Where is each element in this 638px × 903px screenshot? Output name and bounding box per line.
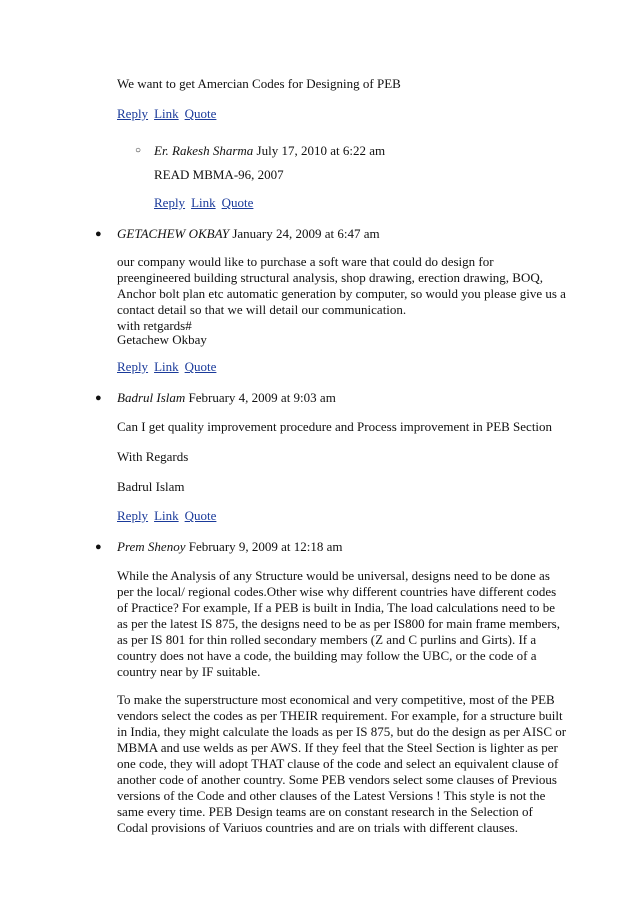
comment-actions <box>117 508 222 524</box>
comment-date: July 17, 2010 at 6:22 am <box>256 143 386 158</box>
bullet-icon: ● <box>95 392 102 404</box>
comment-line: with retgards# <box>117 318 192 333</box>
link-link[interactable]: Link <box>154 359 179 374</box>
reply-actions <box>154 195 259 211</box>
comment-line: our company would like to purchase a soft ware that could do design for <box>117 254 494 269</box>
circle-bullet-icon: ○ <box>135 145 142 156</box>
comment-line: Anchor bolt plan etc automatic generation by computer, so would you please give us a <box>117 286 566 301</box>
reply-link[interactable]: Reply <box>117 359 149 374</box>
comment-line: MBMA and use welds as per AWS. If they feel that the Steel Section is lighter as per <box>117 740 558 755</box>
comment-text: We want to get Amercian Codes for Designing of PEB <box>117 76 401 91</box>
comment-line: one code, they will adopt THAT clause of the code and select an equivalent clause of <box>117 756 559 771</box>
comment-header <box>117 390 336 406</box>
comment-line: Codal provisions of Variuos countries and are on trials with different clauses. <box>117 820 518 835</box>
reply-header <box>154 143 385 159</box>
comment-line: While the Analysis of any Structure would be universal, designs need to be done as <box>117 568 550 583</box>
comment-header <box>117 539 343 555</box>
quote-link[interactable]: Quote <box>221 195 254 210</box>
author-name[interactable]: GETACHEW OKBAY <box>117 226 230 241</box>
reply-link[interactable]: Reply <box>117 508 149 523</box>
comment-date: February 4, 2009 at 9:03 am <box>188 390 336 405</box>
comment-date: January 24, 2009 at 6:47 am <box>232 226 380 241</box>
comment-line: as per IS 801 for thin rolled secondary members (Z and C purlins and Girts). If a <box>117 632 537 647</box>
comment-line: as per the latest IS 875, the designs need to be as per IS800 for main frame members, <box>117 616 560 631</box>
comment-text: Can I get quality improvement procedure and Process improvement in PEB Section <box>117 419 553 434</box>
comment-line: another code of another country. Some PEB vendors select some clauses of Previous <box>117 772 557 787</box>
reply-text: READ MBMA-96, 2007 <box>154 167 284 182</box>
comment-line: To make the superstructure most economical and very competitive, most of the PEB <box>117 692 555 707</box>
reply-link[interactable]: Reply <box>154 195 186 210</box>
comment-line: same every time. PEB Design teams are on constant research in the Selection of <box>117 804 533 819</box>
quote-link[interactable]: Quote <box>184 508 217 523</box>
author-name[interactable]: Prem Shenoy <box>117 539 186 554</box>
link-link[interactable]: Link <box>154 508 179 523</box>
comment-line: versions of the Code and other clauses of the Latest Versions ! This style is not the <box>117 788 546 803</box>
comment-date: February 9, 2009 at 12:18 am <box>188 539 343 554</box>
reply-link[interactable]: Reply <box>117 106 149 121</box>
comment-line: in India, they might calculate the loads as per IS 875, but do the design as per AISC or <box>117 724 567 739</box>
link-link[interactable]: Link <box>191 195 216 210</box>
comment-line: per the local/ regional codes.Other wise why different countries have different codes <box>117 584 557 599</box>
comment-actions <box>117 106 222 122</box>
comment-line: vendors select the codes as per THEIR requirement. For example, for a structure built <box>117 708 563 723</box>
comment-line: Getachew Okbay <box>117 332 207 347</box>
comment-line: of Practice? For example, If a PEB is built in India, The load calculations need to be <box>117 600 556 615</box>
comment-line: country does not have a code, the building may follow the UBC, or the code of a <box>117 648 537 663</box>
quote-link[interactable]: Quote <box>184 359 217 374</box>
comment-line: preengineered building structural analysis, shop drawing, erection drawing, BOQ, <box>117 270 543 285</box>
bullet-icon: ● <box>95 541 102 553</box>
comment-line: country near by IF suitable. <box>117 664 261 679</box>
bullet-icon: ● <box>95 228 102 240</box>
comment-text: With Regards <box>117 449 189 464</box>
comment-text: Badrul Islam <box>117 479 185 494</box>
link-link[interactable]: Link <box>154 106 179 121</box>
quote-link[interactable]: Quote <box>184 106 217 121</box>
comment-header <box>117 226 380 242</box>
author-name[interactable]: Badrul Islam <box>117 390 186 405</box>
comment-actions <box>117 359 222 375</box>
author-name[interactable]: Er. Rakesh Sharma <box>154 143 254 158</box>
comment-line: contact detail so that we will detail our communication. <box>117 302 407 317</box>
